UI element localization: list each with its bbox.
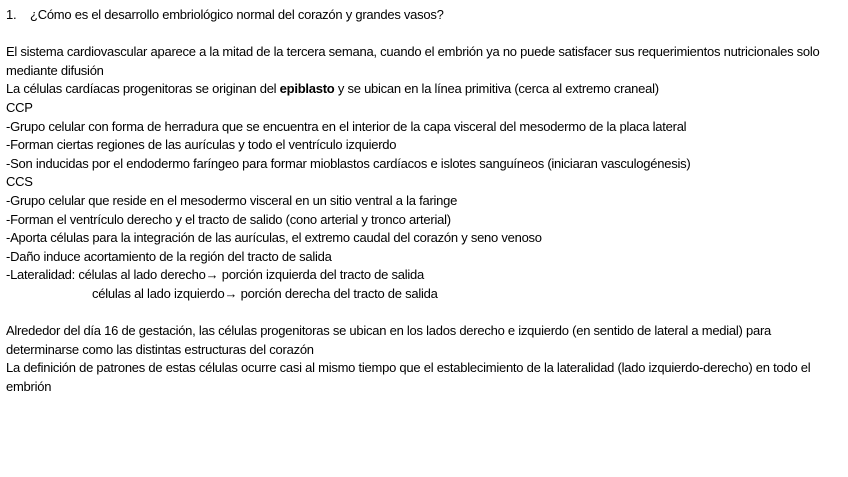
- ccs-heading: CCS: [6, 174, 33, 190]
- question-number: 1.: [6, 7, 17, 22]
- day16-paragraph: Alrededor del día 16 de gestación, las células progenitoras se ubican en los lados derecho e izquierdo (en sentido de lateral a medial) para determinarse como las distintas estructuras del corazón: [6, 323, 772, 357]
- ccs-item: -Daño induce acortamiento de la región del tracto de salida: [6, 248, 332, 264]
- origin-bold-term: epiblasto: [279, 81, 335, 97]
- ccp-heading: CCP: [6, 99, 33, 115]
- origin-text-before: La células cardíacas progenitoras se originan del: [6, 81, 280, 97]
- spacer: [6, 304, 844, 323]
- spacer: [6, 25, 844, 44]
- ccs-item: -Lateralidad: células al lado derecho→ porción izquierda del tracto de salida: [6, 267, 424, 283]
- ccs-item-continuation: células al lado izquierdo→ porción derecha del tracto de salida: [92, 285, 438, 301]
- ccs-item: -Grupo celular que reside en el mesodermo visceral en un sitio ventral a la faringe: [6, 192, 458, 208]
- intro-paragraph: El sistema cardiovascular aparece a la mitad de la tercera semana, cuando el embrión ya no puede satisfacer sus requerimientos nutricionales solo mediante difusión: [6, 44, 820, 78]
- ccs-item: -Aporta células para la integración de las aurículas, el extremo caudal del corazón y seno venoso: [6, 230, 542, 246]
- document-body: [6, 6, 844, 396]
- ccp-item: -Forman ciertas regiones de las aurículas y todo el ventrículo izquierdo: [6, 137, 397, 153]
- origin-text-after: y se ubican en la línea primitiva (cerca al extremo craneal): [334, 81, 659, 97]
- ccp-item: -Grupo celular con forma de herradura que se encuentra en el interior de la capa visceral del mesodermo de la placa lateral: [6, 118, 687, 134]
- question-heading: [6, 6, 844, 25]
- ccp-item: -Son inducidas por el endodermo faríngeo para formar mioblastos cardíacos e islotes sanguíneos (iniciaran vasculogénesis): [6, 155, 691, 171]
- laterality-paragraph: La definición de patrones de estas células ocurre casi al mismo tiempo que el establecimiento de la lateralidad (lado izquierdo-derecho) en todo el embrión: [6, 360, 811, 394]
- origin-paragraph: [6, 80, 844, 99]
- question-text: ¿Cómo es el desarrollo embriológico normal del corazón y grandes vasos?: [30, 7, 444, 22]
- ccs-item: -Forman el ventrículo derecho y el tracto de salido (cono arterial y tronco arterial): [6, 211, 451, 227]
